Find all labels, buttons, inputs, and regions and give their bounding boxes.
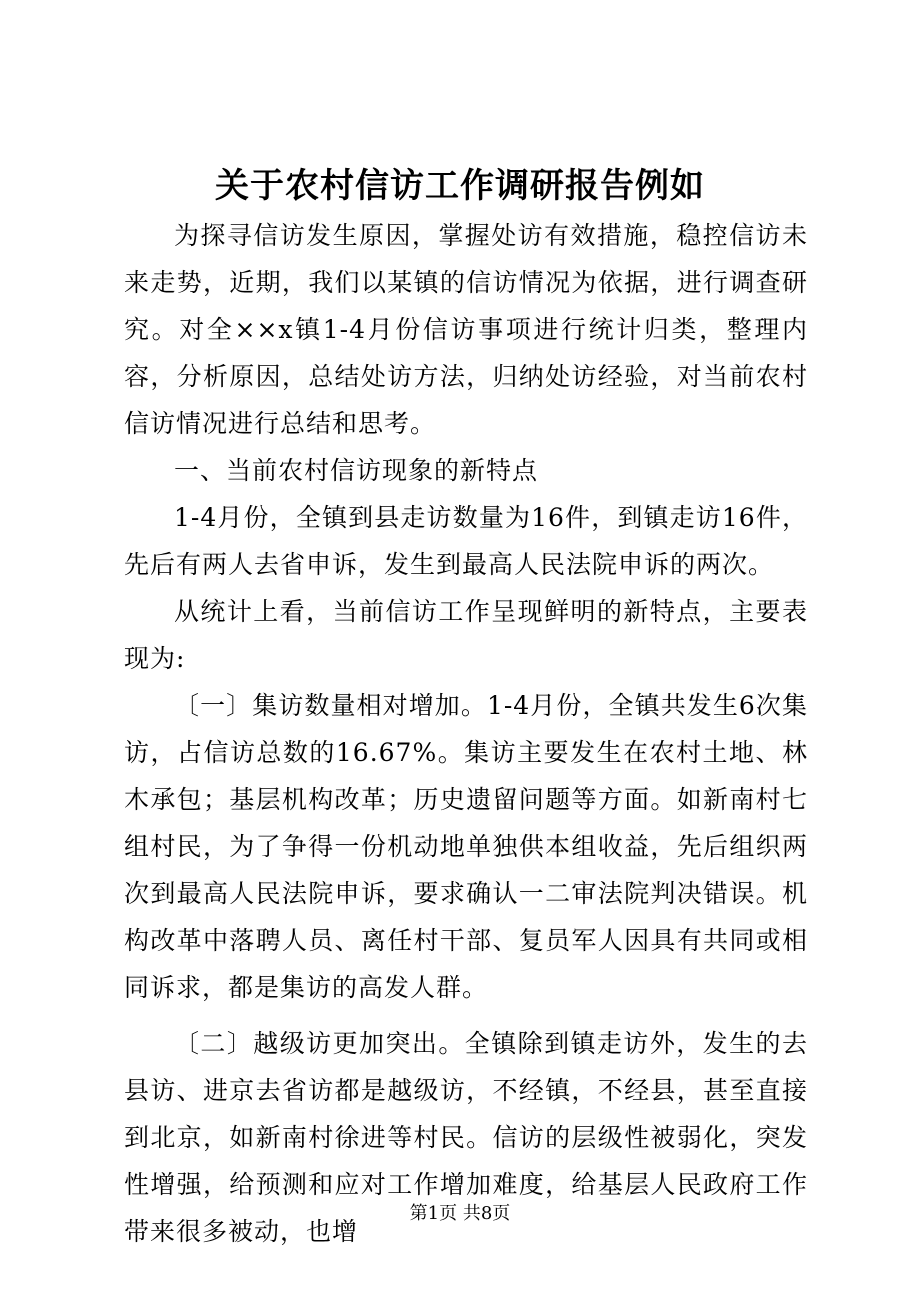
intro-paragraph: 为探寻信访发生原因，掌握处访有效措施，稳控信访未来走势，近期，我们以某镇的信访情况为依据，进行调查研究。对全××x镇1-4月份信访事项进行统计归类，整理内容，分析原因，总结处访方法，归纳处访经验，对当前农村信访情况进行总结和思考。 [124, 221, 808, 438]
page-footer: 第1页 共8页 [409, 1203, 511, 1224]
section-heading-paragraph: 一、当前农村信访现象的新特点 [174, 456, 539, 485]
statistics-paragraph: 1-4月份，全镇到县走访数量为16件，到镇走访16件，先后有两人去省申诉，发生到最高人民法院申诉的两次。 [124, 503, 808, 579]
document-body [124, 212, 808, 1255]
document-title: 关于农村信访工作调研报告例如 [215, 166, 705, 206]
collective-visits-paragraph: 〔一〕集访数量相对增加。1-4月份，全镇共发生6次集访，占信访总数的16.67%。集访主要发生在农村土地、林木承包；基层机构改革；历史遗留问题等方面。如新南村七组村民，为了争得一份机动地单独供本组收益，先后组织两次到最高人民法院申诉，要求确认一二审法院判决错误。机构改革中落聘人员、离任村干部、复员军人因具有共同或相同诉求，都是集访的高发人群。 [124, 691, 808, 1002]
features-intro-paragraph: 从统计上看，当前信访工作呈现鲜明的新特点，主要表现为: [124, 597, 808, 673]
skip-level-visits-paragraph: 〔二〕越级访更加突出。全镇除到镇走访外，发生的去县访、进京去省访都是越级访，不经镇，不经县，甚至直接到北京，如新南村徐进等村民。信访的层级性被弱化，突发性增强，给预测和应对工作增加难度，给基层人民政府工作带来很多被动，也增 [124, 1029, 808, 1246]
